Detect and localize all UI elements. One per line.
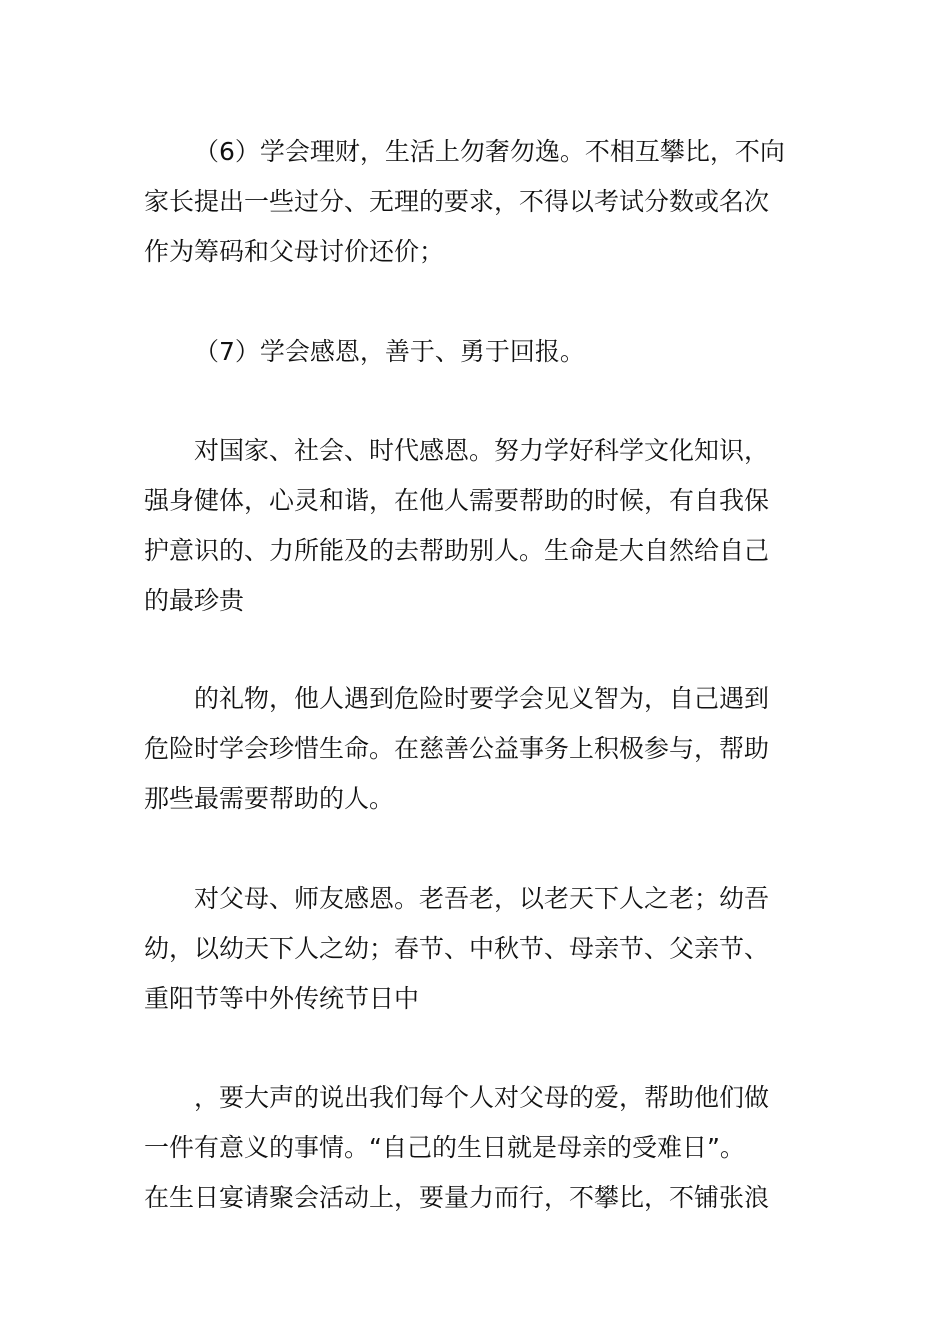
paragraph-country-gratitude bbox=[144, 426, 808, 626]
text-line: 的礼物，他人遇到危险时要学会见义智为，自己遇到 bbox=[194, 684, 770, 713]
text-line: （6）学会理财，生活上勿奢勿逸。不相互攀比，不向 bbox=[194, 137, 785, 166]
text-line: 在生日宴请聚会活动上，要量力而行，不攀比，不铺张浪 bbox=[144, 1183, 770, 1212]
text-line: 对父母、师友感恩。老吾老，以老天下人之老；幼吾 bbox=[194, 884, 770, 913]
paragraph-6-finance bbox=[144, 127, 808, 277]
text-line: 护意识的、力所能及的去帮助别人。生命是大自然给自己 bbox=[144, 536, 770, 565]
text-line: 那些最需要帮助的人。 bbox=[144, 784, 395, 813]
text-line: （7）学会感恩，善于、勇于回报。 bbox=[194, 337, 585, 366]
text-line: 的最珍贵 bbox=[144, 586, 245, 615]
text-line: 重阳节等中外传统节日中 bbox=[144, 984, 420, 1013]
paragraph-express-love bbox=[144, 1073, 808, 1223]
text-line: ，要大声的说出我们每个人对父母的爱，帮助他们做 bbox=[194, 1083, 770, 1112]
text-line: 家长提出一些过分、无理的要求，不得以考试分数或名次 bbox=[144, 187, 770, 216]
paragraph-parents-gratitude bbox=[144, 874, 808, 1024]
paragraph-gift-of-life bbox=[144, 674, 808, 824]
text-line: 危险时学会珍惜生命。在慈善公益事务上积极参与，帮助 bbox=[144, 734, 770, 763]
text-line: 幼，以幼天下人之幼；春节、中秋节、母亲节、父亲节、 bbox=[144, 934, 770, 963]
text-line: 强身健体，心灵和谐，在他人需要帮助的时候，有自我保 bbox=[144, 486, 770, 515]
text-line: 作为筹码和父母讨价还价； bbox=[144, 237, 445, 266]
paragraph-7-gratitude bbox=[144, 327, 808, 377]
text-line: 对国家、社会、时代感恩。努力学好科学文化知识， bbox=[194, 436, 770, 465]
text-line: 一件有意义的事情。“自己的生日就是母亲的受难日”。 bbox=[144, 1133, 745, 1162]
